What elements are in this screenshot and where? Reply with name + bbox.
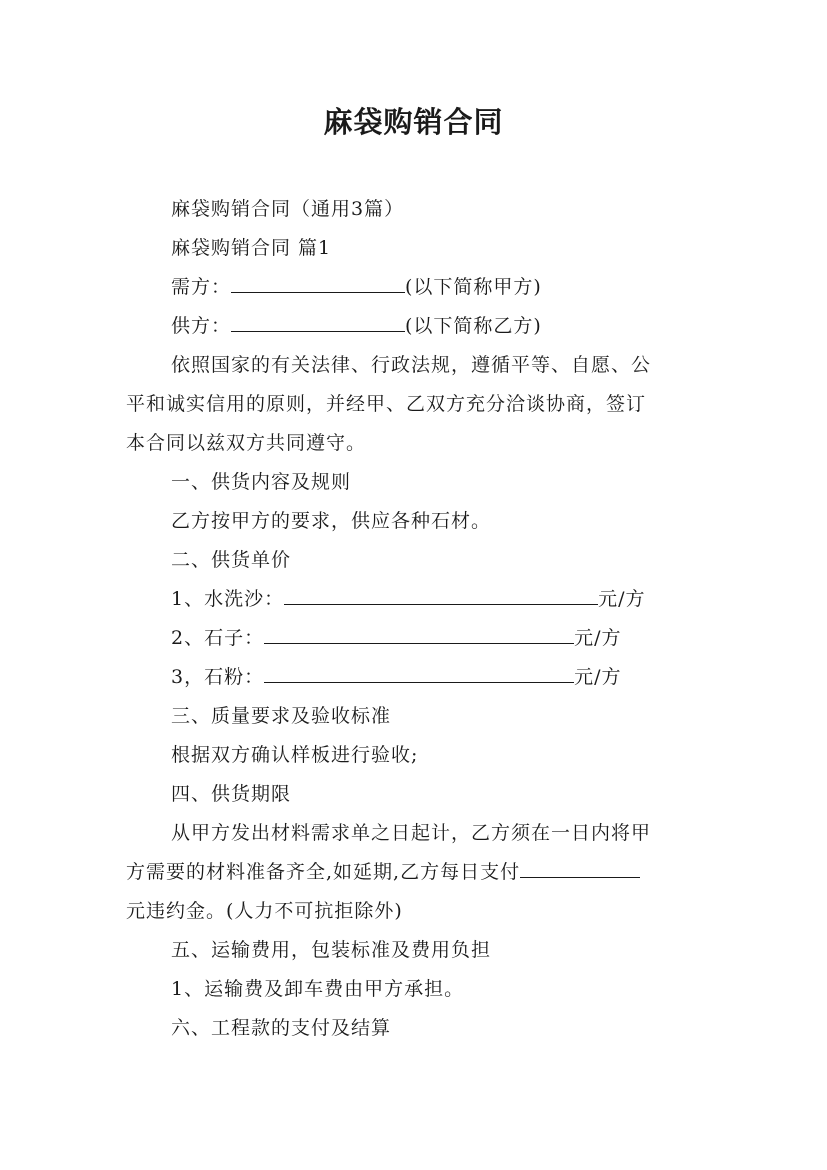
price-line-3 xyxy=(126,658,706,697)
section4-paragraph-line2 xyxy=(126,853,706,892)
section2-heading: 二、供货单价 xyxy=(171,549,292,571)
intro-paragraph-line2: 平和诚实信用的原则，并经甲、乙双方充分洽谈协商，签订 xyxy=(126,393,647,415)
price-line-1 xyxy=(126,580,706,619)
piece-heading: 麻袋购销合同 篇1 xyxy=(171,237,332,259)
supplier-label: 供方： xyxy=(171,315,232,337)
price1-unit: 元/方 xyxy=(598,588,646,610)
section1-heading: 一、供货内容及规则 xyxy=(171,471,352,493)
document-body xyxy=(126,190,706,1048)
penalty-blank xyxy=(520,855,640,878)
intro-paragraph-line1: 依照国家的有关法律、行政法规，遵循平等、自愿、公 xyxy=(171,354,652,376)
section4-paragraph-line1: 从甲方发出材料需求单之日起计，乙方须在一日内将甲 xyxy=(171,822,652,844)
section4-line2-text: 方需要的材料准备齐全,如延期,乙方每日支付 xyxy=(126,861,521,883)
price2-label: 2、石子： xyxy=(171,627,265,649)
section4-paragraph-line3: 元违约金。(人力不可抗拒除外) xyxy=(126,900,403,922)
price-line-2 xyxy=(126,619,706,658)
price2-unit: 元/方 xyxy=(574,627,622,649)
section3-heading: 三、质量要求及验收标准 xyxy=(171,705,392,727)
document-subtitle: 麻袋购销合同（通用3篇） xyxy=(171,198,405,220)
price3-unit: 元/方 xyxy=(574,666,622,688)
price3-label: 3，石粉： xyxy=(171,666,265,688)
supplier-suffix: (以下简称乙方) xyxy=(405,315,542,337)
section4-heading: 四、供货期限 xyxy=(171,783,292,805)
price3-blank xyxy=(264,660,574,683)
price1-blank xyxy=(284,582,598,605)
section5-heading: 五、运输费用，包装标准及费用负担 xyxy=(171,939,492,961)
price2-blank xyxy=(264,621,574,644)
document-title: 麻袋购销合同 xyxy=(323,105,504,139)
section3-text: 根据双方确认样板进行验收; xyxy=(171,744,419,766)
buyer-blank xyxy=(231,270,405,293)
supplier-line xyxy=(126,307,706,346)
section6-heading: 六、工程款的支付及结算 xyxy=(171,1017,392,1039)
price1-label: 1、水洗沙： xyxy=(171,588,285,610)
supplier-blank xyxy=(231,309,405,332)
section1-text: 乙方按甲方的要求，供应各种石材。 xyxy=(171,510,492,532)
buyer-label: 需方： xyxy=(171,276,232,298)
section5-text: 1、运输费及卸车费由甲方承担。 xyxy=(171,978,465,1000)
buyer-suffix: (以下简称甲方) xyxy=(405,276,542,298)
intro-paragraph-line3: 本合同以兹双方共同遵守。 xyxy=(126,432,367,454)
buyer-line xyxy=(126,268,706,307)
